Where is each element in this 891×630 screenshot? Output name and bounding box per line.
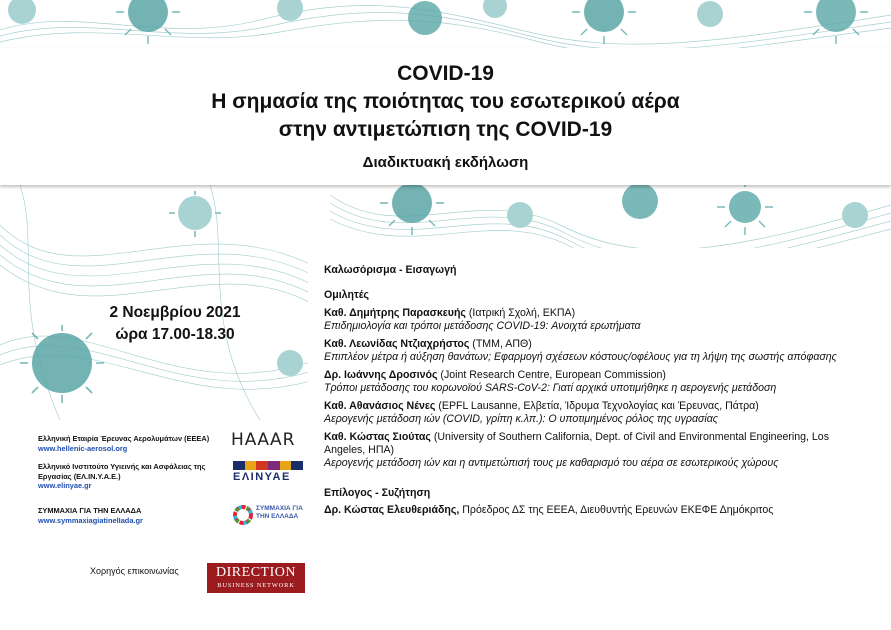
closing-speaker-role: Πρόεδρος ΔΣ της ΕΕΕΑ, Διευθυντής Ερευνών ΕΚΕΦΕ Δημόκριτος [459,504,774,516]
speaker-name: Καθ. Αθανάσιος Νένες [324,400,436,412]
elinyae-wordmark: ΕΛΙΝΥΑΕ [233,471,291,483]
organization-name: Ελληνικό Ινστιτούτο Υγιεινής και Ασφάλειας της Εργασίας (ΕΛ.ΙΝ.Υ.Α.Ε.) [38,462,206,481]
event-date: 2 Νοεμβρίου 2021 [109,304,241,321]
direction-business-network-logo [207,563,305,593]
speaker-item [324,369,864,395]
organization-link[interactable]: www.elinyae.gr [38,481,92,490]
speaker-affiliation: (ΤΜΜ, ΑΠΘ) [469,338,532,350]
organization-elinyae [38,462,228,491]
event-type-subtitle: Διαδικτυακή εκδήλωση [362,154,529,171]
symmaxia-ring-icon [232,504,254,526]
speaker-topic: Τρόποι μετάδοσης του κορωνοϊού SARS-CoV-2: Γιατί αρχικά υποτιμήθηκε η αερογενής μετάδοση [324,382,777,394]
speaker-affiliation: (Joint Research Centre, European Commission) [437,369,666,381]
direction-wordmark: DIRECTION [216,565,296,580]
speaker-topic: Αερογενής μετάδοση ιών και η αντιμετώπισή τους με καθαρισμό του αέρα σε εσωτερικούς χώρους [324,457,779,469]
organization-name: Ελληνική Εταιρία Έρευνας Αερολυμάτων (ΕΕΕΑ) [38,434,210,443]
event-date-time [55,302,295,346]
direction-subtitle: BUSINESS NETWORK [217,582,295,589]
program-panel [308,248,878,612]
elinyae-logo [233,461,305,491]
closing-heading: Επίλογος - Συζήτηση [324,487,431,499]
elinyae-color-bar [233,461,303,470]
speaker-affiliation: (University of Southern California, Dept. of Civil and Environmental Engineering, Los Angeles, ΗΠΑ) [324,431,829,456]
speaker-item [324,400,864,426]
title-banner [0,48,891,185]
haaar-logo: ΗΑΑΑR [231,430,296,450]
organization-link[interactable]: www.symmaxiagiatinelIada.gr [38,515,143,525]
title-line-2: Η σημασία της ποιότητας του εσωτερικού αέρα [211,90,680,113]
symmaxia-wordmark: ΣΥΜΜΑΧΙΑ ΓΙΑ ΤΗΝ ΕΛΛΑΔΑ [256,505,303,520]
speaker-topic: Επιπλέον μέτρα ή αύξηση θανάτων; Εφαρμογή σχέσεων κόστους/οφέλους για τη λήψη της σωστής απόφασης [324,351,837,363]
welcome-heading: Καλωσόρισμα - Εισαγωγή [324,264,457,276]
virus-pattern-top [0,0,891,48]
title-line-3: στην αντιμετώπιση της COVID-19 [278,118,613,141]
speaker-affiliation: (EPFL Lausanne, Ελβετία, Ίδρυμα Τεχνολογίας και Έρευνας, Πάτρα) [435,400,759,412]
speaker-affiliation: (Ιατρική Σχολή, ΕΚΠΑ) [465,307,576,319]
speaker-topic: Επιδημιολογία και τρόποι μετάδοσης COVID-19: Ανοιχτά ερωτήματα [324,320,641,332]
closing-speaker-name: Δρ. Κώστας Ελευθεριάδης, [324,504,460,516]
organization-name: ΣΥΜΜΑΧΙΑ ΓΙΑ ΤΗΝ ΕΛΛΑΔΑ [38,506,142,515]
speaker-name: Καθ. Λεωνίδας Ντζιαχρήστος [324,338,470,350]
media-sponsor-label: Χορηγός επικοινωνίας [90,566,179,576]
speaker-item [324,307,864,333]
speaker-name: Δρ. Ιωάννης Δροσινός [324,369,438,381]
speaker-topic: Αερογενής μετάδοση ιών (COVID, γρίπη κ.λπ.): Ο υποτιμημένος ρόλος της υγρασίας [324,413,718,425]
organization-link[interactable]: www.hellenic-aerosol.org [38,443,128,453]
event-time: ώρα 17.00-18.30 [115,326,235,343]
speaker-item [324,431,864,470]
symmaxia-logo [232,503,310,529]
speaker-name: Καθ. Κώστας Σιούτας [324,431,431,443]
speaker-item [324,338,864,364]
speakers-heading: Ομιλητές [324,289,370,301]
speaker-name: Καθ. Δημήτρης Παρασκευής [324,307,466,319]
title-covid: COVID-19 [397,62,494,85]
